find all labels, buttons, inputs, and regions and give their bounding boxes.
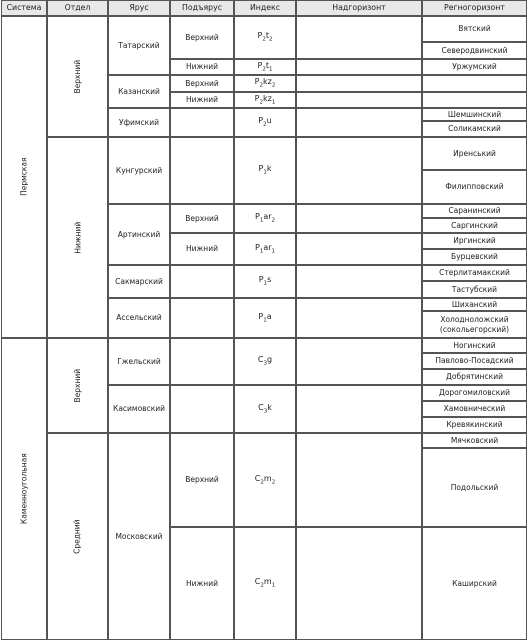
index-p2kz2: [234, 75, 297, 93]
stage-ufim: [108, 108, 171, 138]
index-part-s1: 1: [263, 317, 267, 324]
horizon-krevyak: [422, 417, 528, 434]
horizon-dorogom-label: Дорогомиловский: [438, 388, 511, 398]
horizon-empty: [422, 75, 528, 93]
horizon-sevdvin-label: Северодвинский: [441, 45, 508, 55]
horizon-kashir: [422, 527, 528, 640]
stage-sakmar-label: Сакмарский: [115, 276, 163, 286]
substage-artin-upper: [170, 204, 235, 234]
horizon-sargin: [422, 218, 528, 234]
index-p1k: [234, 137, 297, 205]
horizon-nogin: [422, 338, 528, 354]
horizon-filipp-label: Филипповский: [445, 182, 504, 192]
substage-kazan-lower: [170, 92, 235, 109]
horizon-burts-label: Бурцевский: [451, 252, 498, 262]
index-part-s1: 1: [263, 280, 268, 287]
superhorizon-cell: [296, 75, 423, 93]
substage-moscow-upper: [170, 433, 235, 528]
index-part-mid: t: [265, 31, 269, 41]
index-symbol: [258, 116, 271, 128]
index-p1s: [234, 265, 297, 299]
horizon-pavlov-label: Павлово-Посадский: [435, 356, 514, 366]
index-symbol: [255, 212, 275, 224]
horizon-dobryat: [422, 369, 528, 386]
index-c3k: [234, 385, 297, 434]
substage-empty: [170, 265, 235, 299]
header-index: [234, 0, 297, 16]
substage-tatar-lower-label: Нижний: [186, 62, 218, 72]
index-symbol: [259, 275, 272, 287]
horizon-shikhan: [422, 298, 528, 312]
substage-moscow-lower: [170, 527, 235, 640]
superhorizon-cell: [296, 265, 423, 299]
index-part-s2: 1: [268, 66, 273, 73]
index-part-base: P: [254, 242, 260, 252]
horizon-podol-label: Подольский: [450, 482, 499, 492]
index-symbol: [258, 355, 272, 367]
horizon-podol: [422, 448, 528, 528]
horizon-sterl-label: Стерлитамакский: [439, 268, 510, 278]
header-superhorizon-label: Надгоризонт: [332, 3, 386, 13]
index-part-mid: m: [263, 473, 272, 483]
index-symbol: [258, 31, 273, 43]
index-part-s1: 2: [263, 121, 267, 128]
header-stage-label: Ярус: [129, 3, 149, 13]
system-permian: [1, 16, 48, 339]
stage-kungur-label: Кунгурский: [115, 165, 163, 175]
superhorizon-cell: [296, 92, 423, 109]
superhorizon-cell: [296, 137, 423, 205]
index-part-base: P: [258, 164, 264, 174]
superhorizon-cell: [296, 59, 423, 76]
index-symbol: [255, 474, 275, 486]
index-part-base: P: [257, 31, 263, 41]
system-carboniferous: [1, 338, 48, 640]
horizon-myachk-label: Мячковский: [450, 435, 499, 445]
horizon-urzhum-label: Уржумский: [452, 62, 497, 72]
substage-empty: [170, 298, 235, 339]
substage-artin-upper-label: Верхний: [185, 213, 219, 223]
index-p1a: [234, 298, 297, 339]
substage-moscow-lower-label: Нижний: [186, 578, 218, 588]
index-part-mid: ar: [263, 242, 272, 252]
superhorizon-cell: [296, 204, 423, 234]
index-part-mid: s: [267, 275, 272, 285]
stage-ufim-label: Уфимский: [119, 117, 159, 127]
horizon-solikam-label: Соликамский: [448, 124, 501, 134]
superhorizon-cell: [296, 16, 423, 60]
header-system: [1, 0, 48, 16]
index-part-base: P: [258, 275, 264, 285]
substage-empty: [170, 137, 235, 205]
index-symbol: [258, 403, 272, 415]
stage-kungur: [108, 137, 171, 205]
header-stage: [108, 0, 171, 16]
index-part-s2: 1: [271, 99, 276, 106]
horizon-solikam: [422, 121, 528, 138]
stage-assel: [108, 298, 171, 339]
index-part-s1: 2: [262, 66, 266, 73]
index-symbol: [258, 61, 273, 73]
system-permian-label: Пермская: [19, 157, 29, 197]
substage-tatar-lower: [170, 59, 235, 76]
index-part-base: C: [257, 355, 264, 365]
index-part-s1: 3: [263, 408, 268, 415]
stage-moscow: [108, 433, 171, 640]
index-c2m1: [234, 527, 297, 640]
division-permian-upper: [47, 16, 109, 138]
index-part-mid: k: [267, 402, 272, 412]
stage-kasimov-label: Касимовский: [113, 404, 165, 414]
horizon-vyat: [422, 16, 528, 43]
index-part-mid: a: [266, 311, 272, 321]
substage-empty: [170, 385, 235, 434]
horizon-tastub-label: Тастубский: [451, 284, 498, 294]
index-part-mid: kz: [262, 77, 272, 87]
index-c3g: [234, 338, 297, 386]
horizon-saranin: [422, 204, 528, 219]
index-part-base: P: [254, 93, 260, 103]
index-part-base: P: [254, 212, 260, 222]
horizon-saranin-label: Саранинский: [448, 206, 501, 216]
index-part-base: P: [257, 60, 263, 70]
index-c2m2: [234, 433, 297, 528]
stage-kasimov: [108, 385, 171, 434]
index-p2u: [234, 108, 297, 138]
superhorizon-cell: [296, 433, 423, 528]
horizon-irgin-label: Иргинский: [453, 236, 496, 246]
horizon-tastub: [422, 281, 528, 299]
stage-gzhel-label: Гжельский: [117, 356, 161, 366]
header-superhorizon: [296, 0, 423, 16]
index-p2t2: [234, 16, 297, 60]
index-part-s1: 2: [260, 582, 264, 589]
substage-tatar-upper-label: Верхний: [185, 32, 219, 42]
index-symbol: [255, 577, 275, 589]
stage-artin: [108, 204, 171, 266]
substage-kazan-upper: [170, 75, 235, 93]
index-symbol: [259, 164, 272, 176]
division-carboniferous-middle: [47, 433, 109, 640]
index-part-base: P: [258, 311, 264, 321]
horizon-irgin: [422, 233, 528, 250]
index-part-mid: t: [265, 60, 269, 70]
horizon-sterl: [422, 265, 528, 282]
index-p2t1: [234, 59, 297, 76]
division-permian-lower: [47, 137, 109, 339]
horizon-filipp: [422, 170, 528, 205]
index-part-s2: 1: [271, 582, 276, 589]
index-part-mid: ar: [263, 212, 272, 222]
index-symbol: [258, 312, 271, 324]
header-regional-horizon-label: Регногоризонт: [444, 3, 505, 13]
superhorizon-cell: [296, 385, 423, 434]
index-part-base: C: [254, 577, 261, 587]
stage-tatar-label: Татарский: [118, 40, 160, 50]
index-part-s2: 2: [271, 479, 276, 486]
division-carboniferous-middle-label: Средний: [72, 519, 82, 554]
header-index-label: Индекс: [249, 3, 281, 13]
horizon-dobryat-label: Добрятинский: [446, 372, 503, 382]
substage-empty: [170, 108, 235, 138]
index-part-base: P: [258, 116, 264, 126]
stage-moscow-label: Московский: [115, 531, 163, 541]
index-symbol: [255, 77, 276, 89]
horizon-kholod: [422, 311, 528, 339]
index-part-s1: 2: [259, 99, 263, 106]
index-part-base: C: [254, 473, 261, 483]
index-part-s2: 2: [268, 36, 273, 43]
horizon-sevdvin: [422, 42, 528, 60]
index-part-base: C: [258, 402, 264, 412]
horizon-myachk: [422, 433, 528, 449]
horizon-khamov-label: Хамовнический: [443, 404, 506, 414]
horizon-iren: [422, 137, 528, 171]
index-symbol: [255, 243, 275, 255]
index-part-s2: 2: [271, 217, 276, 224]
horizon-pavlov: [422, 353, 528, 370]
header-system-label: Система: [6, 3, 42, 13]
index-p1ar2: [234, 204, 297, 234]
index-part-s2: 1: [271, 248, 276, 255]
horizon-krevyak-label: Кревякинский: [446, 420, 503, 430]
superhorizon-cell: [296, 338, 423, 386]
stage-kazan-label: Казанский: [118, 86, 160, 96]
header-division: [47, 0, 109, 16]
header-regional-horizon: [422, 0, 528, 16]
substage-tatar-upper: [170, 16, 235, 60]
index-part-base: P: [254, 77, 260, 87]
substage-kazan-upper-label: Верхний: [185, 78, 219, 88]
stage-kazan: [108, 75, 171, 109]
horizon-shikhan-label: Шиханский: [451, 299, 498, 309]
horizon-nogin-label: Ногинский: [453, 340, 496, 350]
substage-artin-lower-label: Нижний: [186, 244, 218, 254]
system-carboniferous-label: Каменноугольная: [19, 453, 29, 525]
substage-moscow-upper-label: Верхний: [185, 475, 219, 485]
horizon-sheshmin: [422, 108, 528, 122]
horizon-kholod-label: Холодноложский (сокольегорский): [439, 315, 510, 334]
index-part-s1: 1: [263, 169, 267, 176]
horizon-khamov: [422, 401, 528, 418]
header-division-label: Отдел: [64, 3, 91, 13]
substage-kazan-lower-label: Нижний: [186, 95, 218, 105]
division-carboniferous-upper: [47, 338, 109, 434]
stage-sakmar: [108, 265, 171, 299]
index-part-s1: 3: [263, 360, 267, 367]
index-part-mid: k: [266, 164, 272, 174]
stage-artin-label: Артинский: [117, 229, 161, 239]
index-part-s2: 2: [271, 82, 276, 89]
horizon-vyat-label: Вятский: [458, 24, 491, 34]
superhorizon-cell: [296, 527, 423, 640]
horizon-empty: [422, 92, 528, 109]
stage-assel-label: Ассельский: [116, 313, 162, 323]
substage-empty: [170, 338, 235, 386]
stage-tatar: [108, 16, 171, 76]
superhorizon-cell: [296, 298, 423, 339]
index-p1ar1: [234, 233, 297, 266]
index-part-mid: kz: [262, 93, 272, 103]
index-part-s1: 2: [260, 479, 264, 486]
superhorizon-cell: [296, 233, 423, 266]
header-substage-label: Подъярус: [181, 3, 223, 13]
index-part-mid: g: [267, 355, 273, 365]
index-symbol: [255, 94, 276, 106]
index-p2kz1: [234, 92, 297, 109]
index-part-mid: m: [263, 577, 272, 587]
header-substage: [170, 0, 235, 16]
index-part-s1: 1: [259, 248, 264, 255]
index-part-s1: 2: [259, 82, 263, 89]
horizon-iren-label: Иренський: [453, 148, 496, 158]
index-part-s1: 2: [262, 36, 266, 43]
index-part-mid: u: [266, 116, 272, 126]
division-permian-lower-label: Нижний: [72, 221, 82, 254]
horizon-kashir-label: Каширский: [452, 578, 497, 588]
superhorizon-cell: [296, 108, 423, 138]
horizon-urzhum: [422, 59, 528, 76]
horizon-dorogom: [422, 385, 528, 402]
division-permian-upper-label: Верхний: [72, 59, 82, 94]
division-carboniferous-upper-label: Верхний: [72, 368, 82, 403]
index-part-s1: 1: [259, 217, 264, 224]
stage-gzhel: [108, 338, 171, 386]
horizon-sheshmin-label: Шемшинский: [447, 109, 502, 119]
horizon-burts: [422, 249, 528, 266]
horizon-sargin-label: Саргинский: [451, 220, 498, 230]
substage-artin-lower: [170, 233, 235, 266]
